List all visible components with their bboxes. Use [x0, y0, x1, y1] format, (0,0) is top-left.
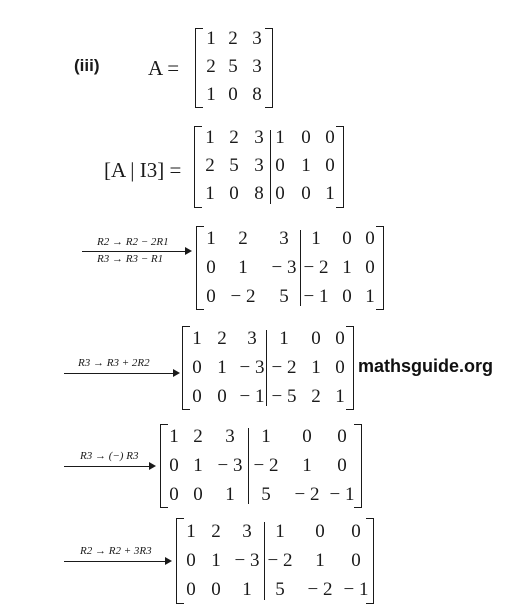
matrix-cell: 8: [252, 84, 262, 105]
watermark-text: mathsguide.org: [358, 356, 494, 376]
matrix-cell: 3: [279, 228, 289, 249]
matrix-cell: 0: [192, 386, 202, 407]
matrix-cell: 1: [225, 484, 235, 505]
augmented-lhs: [A | I3] =: [104, 158, 182, 182]
matrix-cell: 2: [205, 155, 215, 176]
matrix-cell: 0: [315, 521, 325, 542]
matrix-cell: − 2: [230, 286, 256, 307]
matrix-cell: 2: [238, 228, 248, 249]
matrix-cell: 0: [342, 228, 352, 249]
row-operation: R2 → R2 − 2R1: [97, 236, 169, 248]
row-operation-arrow: [64, 561, 170, 562]
matrix-cell: 0: [186, 550, 196, 571]
matrix-cell: − 3: [271, 257, 297, 278]
matrix-cell: − 2: [253, 455, 279, 476]
matrix-cell: 0: [351, 550, 361, 571]
matrix-cell: 0: [301, 183, 311, 204]
row-operation: R3 → R3 + 2R2: [78, 357, 150, 369]
matrix-cell: 0: [302, 426, 312, 447]
matrix-cell: 3: [242, 521, 252, 542]
matrix-cell: 0: [325, 155, 335, 176]
part-label: (iii): [74, 56, 100, 75]
matrix-cell: 2: [206, 56, 216, 77]
matrix-cell: − 5: [271, 386, 297, 407]
matrix-cell: 5: [279, 286, 289, 307]
matrix-cell: 0: [229, 183, 239, 204]
matrix-cell: − 2: [267, 550, 293, 571]
row-operation: R3 → R3 − R1: [97, 253, 164, 265]
matrix-cell: 3: [254, 155, 264, 176]
matrix-cell: 1: [311, 357, 321, 378]
row-operation-arrow: [82, 251, 190, 252]
matrix-cell: − 3: [239, 357, 265, 378]
matrix-cell: − 2: [271, 357, 297, 378]
matrix-cell: − 1: [329, 484, 355, 505]
matrix-step-1: [196, 226, 384, 310]
matrix-cell: 0: [311, 328, 321, 349]
matrix-cell: 0: [275, 155, 285, 176]
matrix-cell: 0: [217, 386, 227, 407]
matrix-cell: 2: [229, 127, 239, 148]
matrix-cell: 1: [206, 84, 216, 105]
matrix-step-3: [160, 424, 362, 508]
matrix-a: [195, 28, 273, 108]
matrix-cell: − 1: [239, 386, 265, 407]
matrix-cell: 1: [206, 228, 216, 249]
matrix-cell: 3: [252, 56, 262, 77]
matrix-cell: 0: [342, 286, 352, 307]
matrix-cell: 0: [206, 286, 216, 307]
matrix-cell: 5: [228, 56, 238, 77]
matrix-step-4: [176, 518, 374, 604]
matrix-cell: 1: [193, 455, 203, 476]
matrix-cell: 1: [275, 521, 285, 542]
matrix-cell: 1: [325, 183, 335, 204]
matrix-cell: 1: [335, 386, 345, 407]
augment-divider: [248, 428, 249, 504]
matrix-cell: 0: [186, 579, 196, 600]
matrix-cell: 1: [238, 257, 248, 278]
matrix-cell: 0: [228, 84, 238, 105]
matrix-cell: 5: [261, 484, 271, 505]
matrix-cell: − 1: [303, 286, 329, 307]
row-operation: R3 → (−) R3: [80, 450, 139, 462]
matrix-cell: 3: [252, 28, 262, 49]
matrix-cell: 5: [229, 155, 239, 176]
matrix-cell: 3: [247, 328, 257, 349]
matrix-cell: 1: [242, 579, 252, 600]
matrix-cell: 2: [193, 426, 203, 447]
matrix-cell: 1: [342, 257, 352, 278]
matrix-cell: 8: [254, 183, 264, 204]
matrix-cell: 1: [279, 328, 289, 349]
matrix-cell: 1: [205, 127, 215, 148]
matrix-cell: 0: [335, 357, 345, 378]
matrix-cell: 1: [217, 357, 227, 378]
matrix-cell: 1: [315, 550, 325, 571]
matrix-cell: 1: [301, 155, 311, 176]
matrix-cell: 1: [302, 455, 312, 476]
matrix-cell: − 2: [294, 484, 320, 505]
matrix-cell: 1: [192, 328, 202, 349]
matrix-cell: 0: [337, 455, 347, 476]
matrix-cell: 0: [169, 484, 179, 505]
matrix-cell: 0: [337, 426, 347, 447]
matrix-cell: 0: [365, 257, 375, 278]
matrix-cell: 1: [261, 426, 271, 447]
matrix-cell: 0: [335, 328, 345, 349]
matrix-cell: 3: [225, 426, 235, 447]
matrix-cell: 0: [169, 455, 179, 476]
matrix-cell: 0: [325, 127, 335, 148]
matrix-cell: 2: [228, 28, 238, 49]
matrix-cell: 1: [186, 521, 196, 542]
matrix-cell: 0: [365, 228, 375, 249]
matrix-cell: − 3: [217, 455, 243, 476]
matrix-augmented: [194, 126, 344, 208]
matrix-cell: − 2: [303, 257, 329, 278]
matrix-cell: − 1: [343, 579, 369, 600]
matrix-cell: 2: [211, 521, 221, 542]
matrix-cell: 0: [301, 127, 311, 148]
matrix-cell: 0: [193, 484, 203, 505]
matrix-cell: 0: [275, 183, 285, 204]
matrix-cell: 1: [211, 550, 221, 571]
matrix-cell: 2: [311, 386, 321, 407]
matrix-cell: 2: [217, 328, 227, 349]
matrix-cell: − 3: [234, 550, 260, 571]
row-operation: R2 → R2 + 3R3: [80, 545, 152, 557]
matrix-cell: 5: [275, 579, 285, 600]
matrix-a-lhs: A =: [148, 56, 180, 80]
matrix-cell: 1: [169, 426, 179, 447]
matrix-cell: 1: [206, 28, 216, 49]
matrix-cell: 0: [206, 257, 216, 278]
matrix-step-2: [182, 326, 354, 410]
matrix-cell: 1: [365, 286, 375, 307]
matrix-cell: 1: [311, 228, 321, 249]
matrix-cell: 1: [275, 127, 285, 148]
row-operation-arrow: [64, 466, 154, 467]
matrix-cell: 0: [192, 357, 202, 378]
row-operation-arrow: [64, 373, 178, 374]
matrix-cell: 1: [205, 183, 215, 204]
matrix-cell: − 2: [307, 579, 333, 600]
matrix-cell: 0: [211, 579, 221, 600]
matrix-cell: 3: [254, 127, 264, 148]
matrix-cell: 0: [351, 521, 361, 542]
